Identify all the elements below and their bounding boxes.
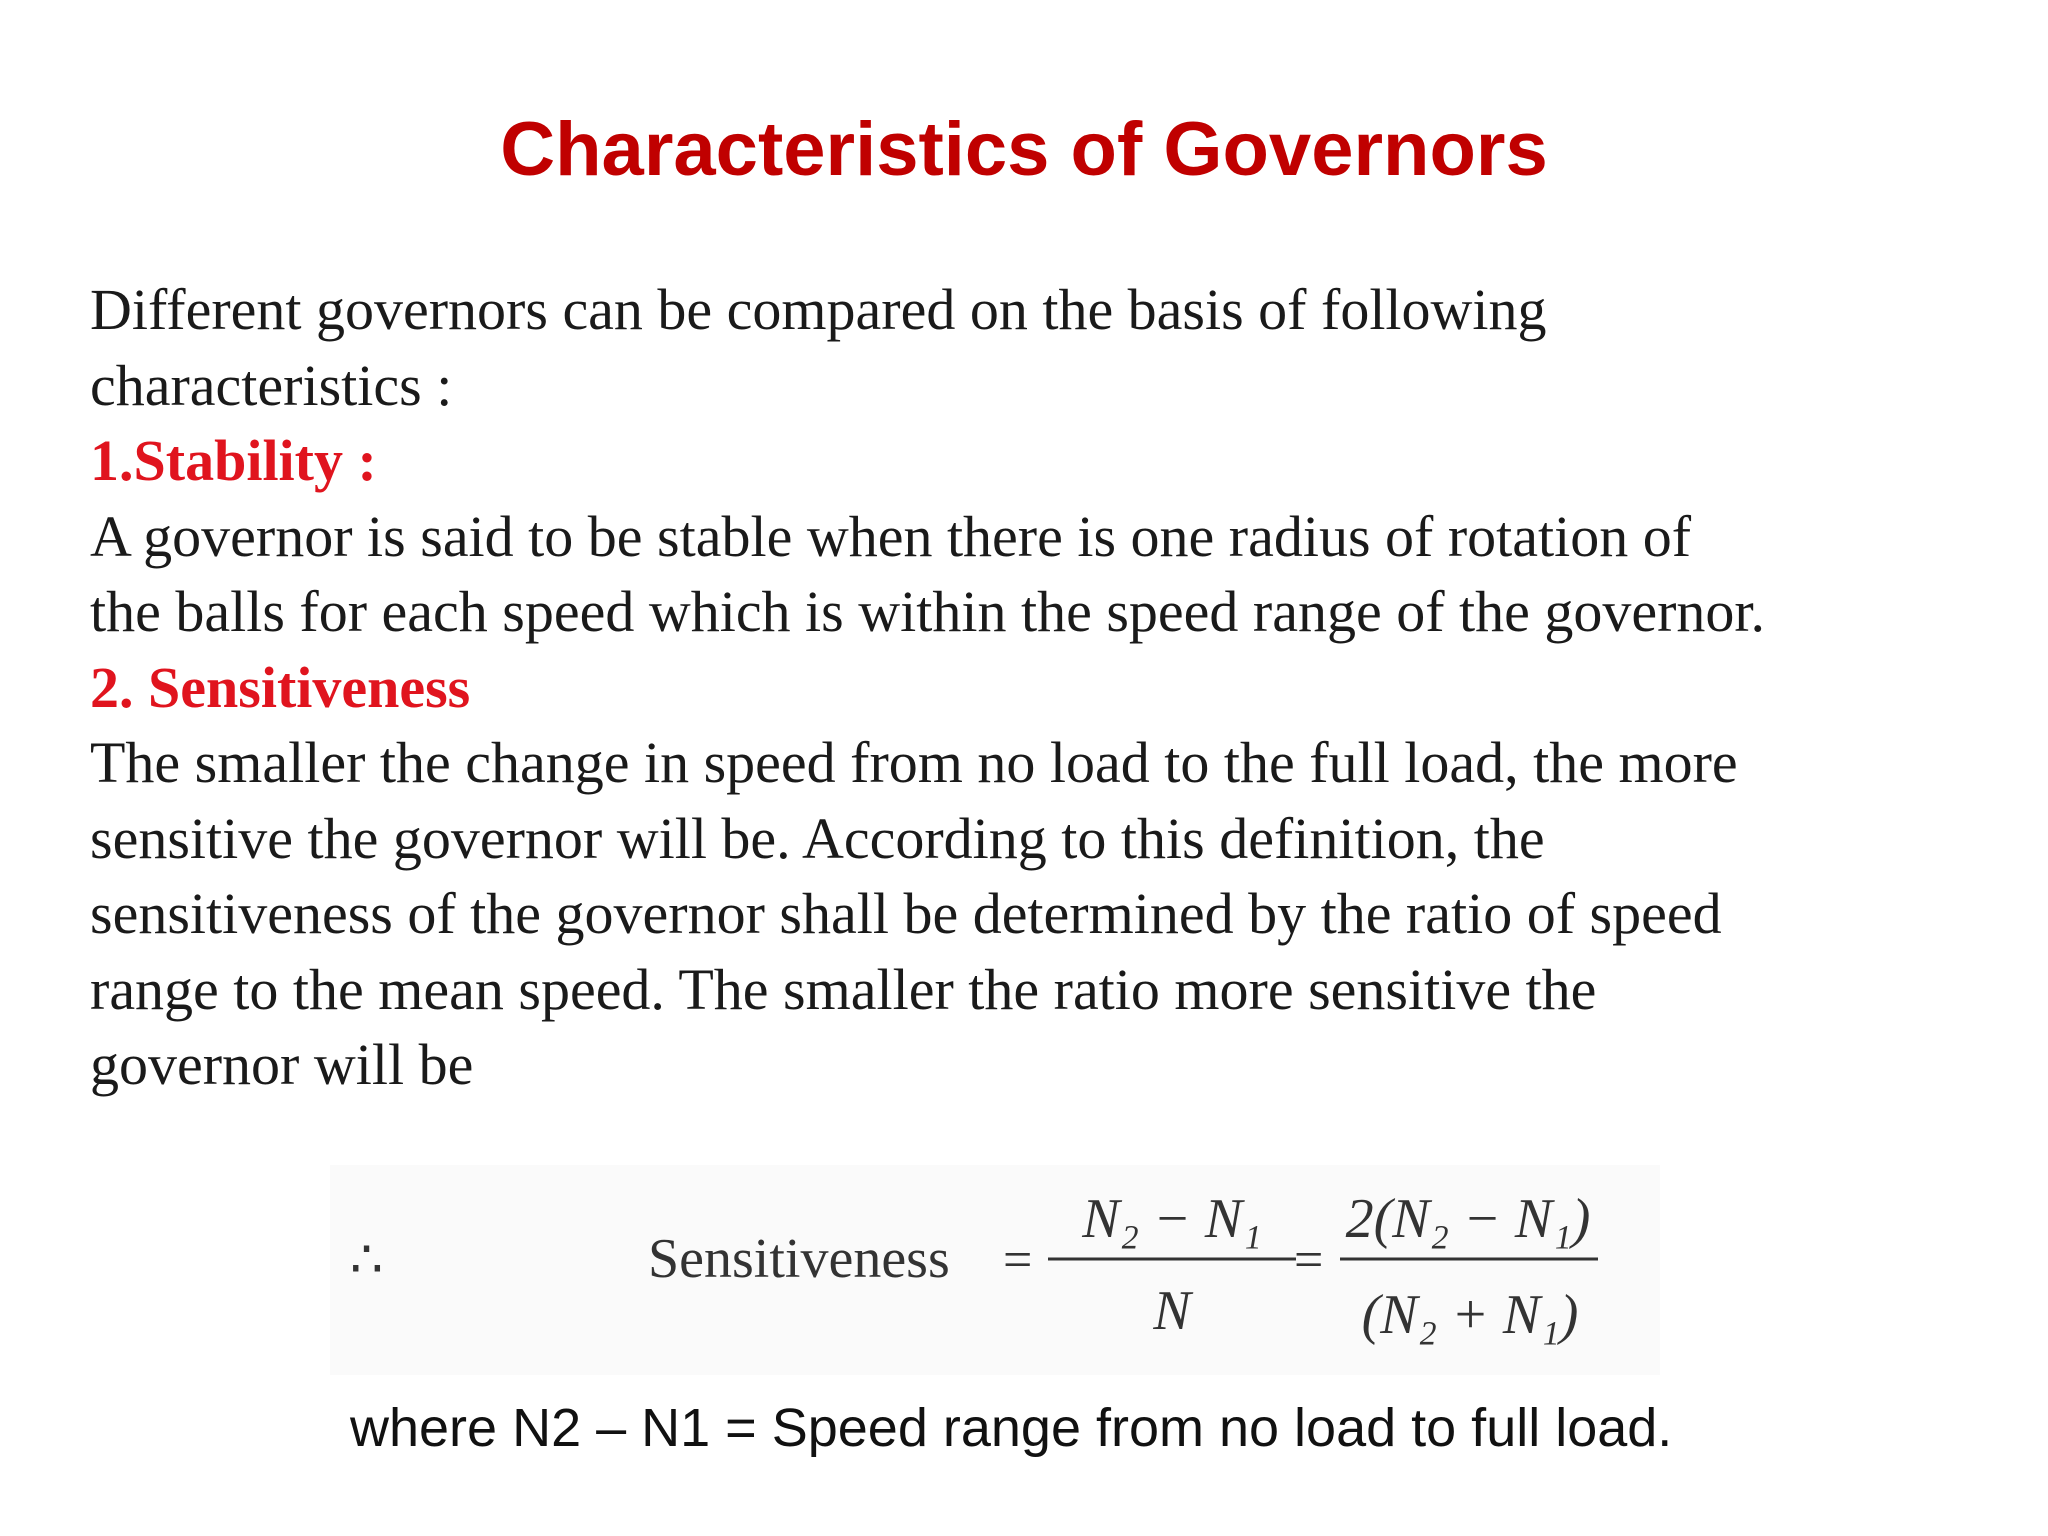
sensitiveness-heading: 2. Sensitiveness bbox=[90, 654, 471, 720]
formula-svg bbox=[330, 1165, 1660, 1375]
sensitiveness-line-5: governor will be bbox=[90, 1032, 474, 1097]
sensitiveness-line-4: range to the mean speed. The smaller the ratio more sensitive the bbox=[90, 956, 1597, 1022]
sensitiveness-line-1: The smaller the change in speed from no load to the full load, the more bbox=[90, 730, 1738, 795]
formula-equals-1: = bbox=[1003, 1232, 1033, 1289]
formula-equals-2: = bbox=[1294, 1232, 1324, 1289]
where-note: where N2 – N1 = Speed range from no load to full load. bbox=[350, 1398, 1673, 1458]
fraction2-numerator: 2(N₂ − N₁) bbox=[1345, 1188, 1591, 1250]
slide-title: Characteristics of Governors bbox=[500, 107, 1548, 192]
intro-line-2: characteristics : bbox=[90, 352, 453, 418]
stability-line-1: A governor is said to be stable when there is one radius of rotation of bbox=[90, 503, 1692, 569]
fraction1-denominator: N bbox=[1153, 1280, 1191, 1342]
intro-line-1: Different governors can be compared on the basis of following bbox=[90, 277, 1547, 342]
slide-body bbox=[90, 272, 2020, 1103]
formula-label: Sensitiveness bbox=[648, 1228, 950, 1290]
stability-line-2: the balls for each speed which is within the speed range of the governor. bbox=[90, 579, 1766, 644]
sensitiveness-line-2: sensitive the governor will be. According to this definition, the bbox=[90, 805, 1545, 871]
stability-heading: 1.Stability : bbox=[90, 428, 377, 493]
fraction1-numerator: N₂ − N₁ bbox=[1082, 1188, 1262, 1250]
sensitiveness-formula bbox=[330, 1165, 1660, 1375]
therefore-symbol: ∴ bbox=[350, 1232, 384, 1289]
fraction2-denominator: (N₂ + N₁) bbox=[1361, 1284, 1579, 1346]
sensitiveness-line-3: sensitiveness of the governor shall be determined by the ratio of speed bbox=[90, 881, 1722, 946]
